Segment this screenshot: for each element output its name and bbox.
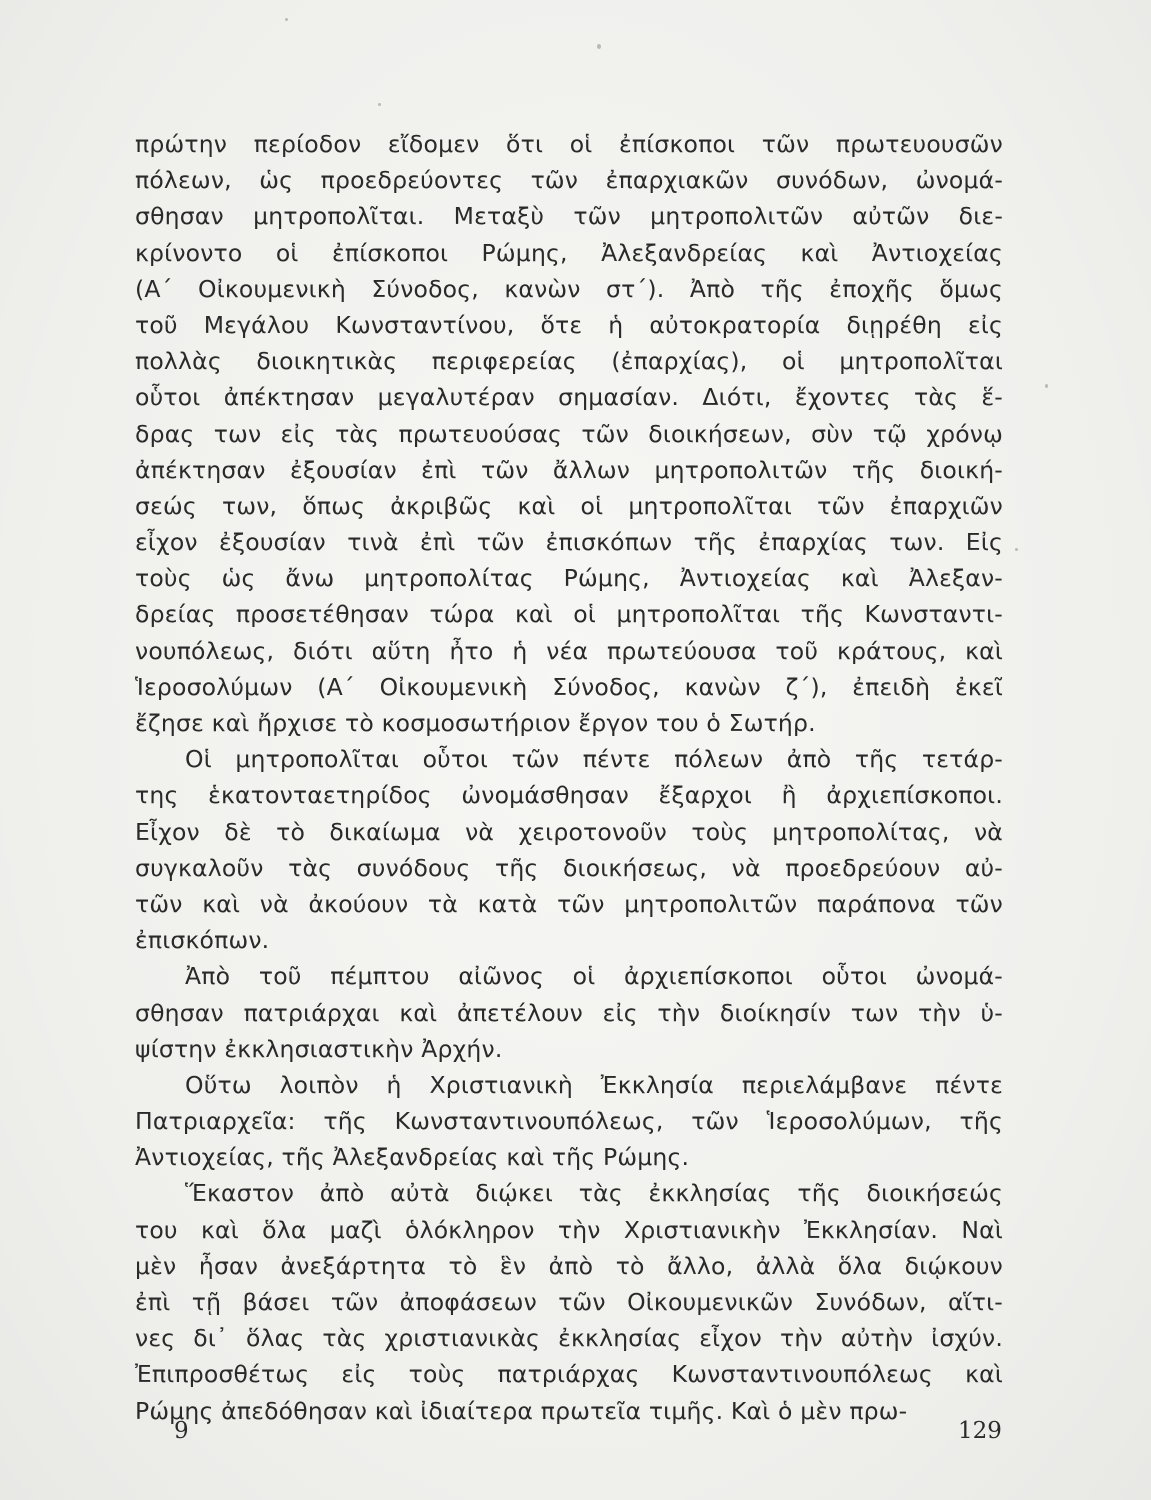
paragraph — [135, 1175, 1003, 1428]
text-line: δρείας προσετέθησαν τώρα καὶ οἱ μητροπολῖται τῆς Κωνσταντι- — [135, 600, 1003, 629]
paper-speck — [378, 103, 381, 106]
text-line: πολλὰς διοικητικὰς περιφερείας (ἐπαρχίας), οἱ μητροπολῖται — [135, 347, 1003, 376]
text-line: ἐπισκόπων. — [135, 926, 270, 955]
text-line: ἀπέκτησαν ἐξουσίαν ἐπὶ τῶν ἄλλων μητροπολιτῶν τῆς διοική- — [135, 455, 1003, 484]
text-line: Οἱ μητροπολῖται οὗτοι τῶν πέντε πόλεων ἀπὸ τῆς τετάρ- — [185, 745, 1003, 774]
text-line: νουπόλεως, διότι αὕτη ἦτο ἡ νέα πρωτεύουσα τοῦ κράτους, καὶ — [135, 636, 1003, 665]
page-number: 129 — [958, 1418, 1002, 1444]
text-line: Ἱεροσολύμων (Α΄ Οἰκουμενικὴ Σύνοδος, κανὼν ζ΄), ἐπειδὴ ἐκεῖ — [135, 672, 1003, 701]
text-line: νες δι᾽ ὅλας τὰς χριστιανικὰς ἐκκλησίας εἶχον τὴν αὐτὴν ἰσχύν. — [135, 1324, 1003, 1353]
text-line: Ἕκαστον ἀπὸ αὐτὰ διῴκει τὰς ἐκκλησίας τῆς διοικήσεώς — [185, 1179, 1003, 1208]
text-line: Ἀντιοχείας, τῆς Ἀλεξανδρείας καὶ τῆς Ρώμης. — [135, 1143, 690, 1172]
text-line: πόλεων, ὡς προεδρεύοντες τῶν ἐπαρχιακῶν συνόδων, ὠνομά- — [135, 166, 1003, 195]
paper-speck — [1045, 384, 1048, 388]
text-line: Ἐπιπροσθέτως εἰς τοὺς πατριάρχας Κωνσταντινουπόλεως καὶ — [135, 1360, 1003, 1389]
text-line: κρίνοντο οἱ ἐπίσκοποι Ρώμης, Ἀλεξανδρείας καὶ Ἀντιοχείας — [135, 238, 1003, 267]
body-text — [135, 126, 1003, 1429]
text-line: ψίστην ἐκκλησιαστικὴν Ἀρχήν. — [135, 1034, 503, 1063]
text-line: σθησαν πατριάρχαι καὶ ἀπετέλουν εἰς τὴν διοίκησίν των τὴν ὑ- — [135, 998, 1003, 1027]
text-line: Ρώμης ἀπεδόθησαν καὶ ἰδιαίτερα πρωτεῖα τιμῆς. Καὶ ὁ μὲν πρω- — [135, 1396, 908, 1425]
text-line: Οὕτω λοιπὸν ἡ Χριστιανικὴ Ἐκκλησία περιελάμβανε πέντε — [185, 1070, 1003, 1099]
signature-mark: 9 — [174, 1418, 189, 1444]
text-line: της ἑκατονταετηρίδος ὠνομάσθησαν ἔξαρχοι ἢ ἀρχιεπίσκοποι. — [135, 781, 1003, 810]
text-line: οὗτοι ἀπέκτησαν μεγαλυτέραν σημασίαν. Διότι, ἔχοντες τὰς ἕ- — [135, 383, 1003, 412]
text-line: του καὶ ὅλα μαζὶ ὁλόκληρον τὴν Χριστιανικὴν Ἐκκλησίαν. Ναὶ — [135, 1215, 1003, 1244]
paper-speck — [285, 18, 288, 21]
text-line: πρώτην περίοδον εἴδομεν ὅτι οἱ ἐπίσκοποι τῶν πρωτευουσῶν — [135, 130, 1003, 158]
text-line: ἔζησε καὶ ἤρχισε τὸ κοσμοσωτήριον ἔργον του ὁ Σωτήρ. — [135, 709, 816, 737]
text-line: σθησαν μητροπολῖται. Μεταξὺ τῶν μητροπολιτῶν αὐτῶν διε- — [135, 202, 1003, 231]
text-line: σεώς των, ὅπως ἀκριβῶς καὶ οἱ μητροπολῖται τῶν ἐπαρχιῶν — [135, 491, 1003, 520]
text-line: Ἀπὸ τοῦ πέμπτου αἰῶνος οἱ ἀρχιεπίσκοποι οὗτοι ὠνομά- — [185, 962, 1003, 991]
text-line: (Α΄ Οἰκουμενικὴ Σύνοδος, κανὼν στ΄). Ἀπὸ τῆς ἐποχῆς ὅμως — [135, 274, 1003, 303]
text-line: τοὺς ὡς ἄνω μητροπολίτας Ρώμης, Ἀντιοχείας καὶ Ἀλεξαν- — [135, 564, 1003, 593]
paragraph — [135, 958, 1003, 1067]
text-line: ἐπὶ τῇ βάσει τῶν ἀποφάσεων τῶν Οἰκουμενικῶν Συνόδων, αἵτι- — [135, 1288, 1003, 1316]
text-line: μὲν ἦσαν ἀνεξάρτητα τὸ ἓν ἀπὸ τὸ ἄλλο, ἀλλὰ ὅλα διῴκουν — [135, 1251, 1003, 1280]
text-line: τοῦ Μεγάλου Κωνσταντίνου, ὅτε ἡ αὐτοκρατορία διῃρέθη εἰς — [135, 310, 1003, 339]
text-line: δρας των εἰς τὰς πρωτευούσας τῶν διοικήσεων, σὺν τῷ χρόνῳ — [135, 419, 1003, 448]
paper-speck — [1015, 548, 1018, 551]
paragraph — [135, 741, 1003, 958]
paragraph — [135, 126, 1003, 741]
text-line: εἶχον ἐξουσίαν τινὰ ἐπὶ τῶν ἐπισκόπων τῆς ἐπαρχίας των. Εἰς — [135, 528, 1003, 557]
text-line: συγκαλοῦν τὰς συνόδους τῆς διοικήσεως, νὰ προεδρεύουν αὐ- — [135, 853, 1003, 882]
paper-speck — [597, 44, 601, 49]
paragraph — [135, 1067, 1003, 1176]
text-line: Πατριαρχεῖα: τῆς Κωνσταντινουπόλεως, τῶν Ἱεροσολύμων, τῆς — [135, 1107, 1003, 1136]
text-line: Εἶχον δὲ τὸ δικαίωμα νὰ χειροτονοῦν τοὺς μητροπολίτας, νὰ — [135, 817, 1003, 846]
text-line: τῶν καὶ νὰ ἀκούουν τὰ κατὰ τῶν μητροπολιτῶν παράπονα τῶν — [135, 889, 1003, 918]
